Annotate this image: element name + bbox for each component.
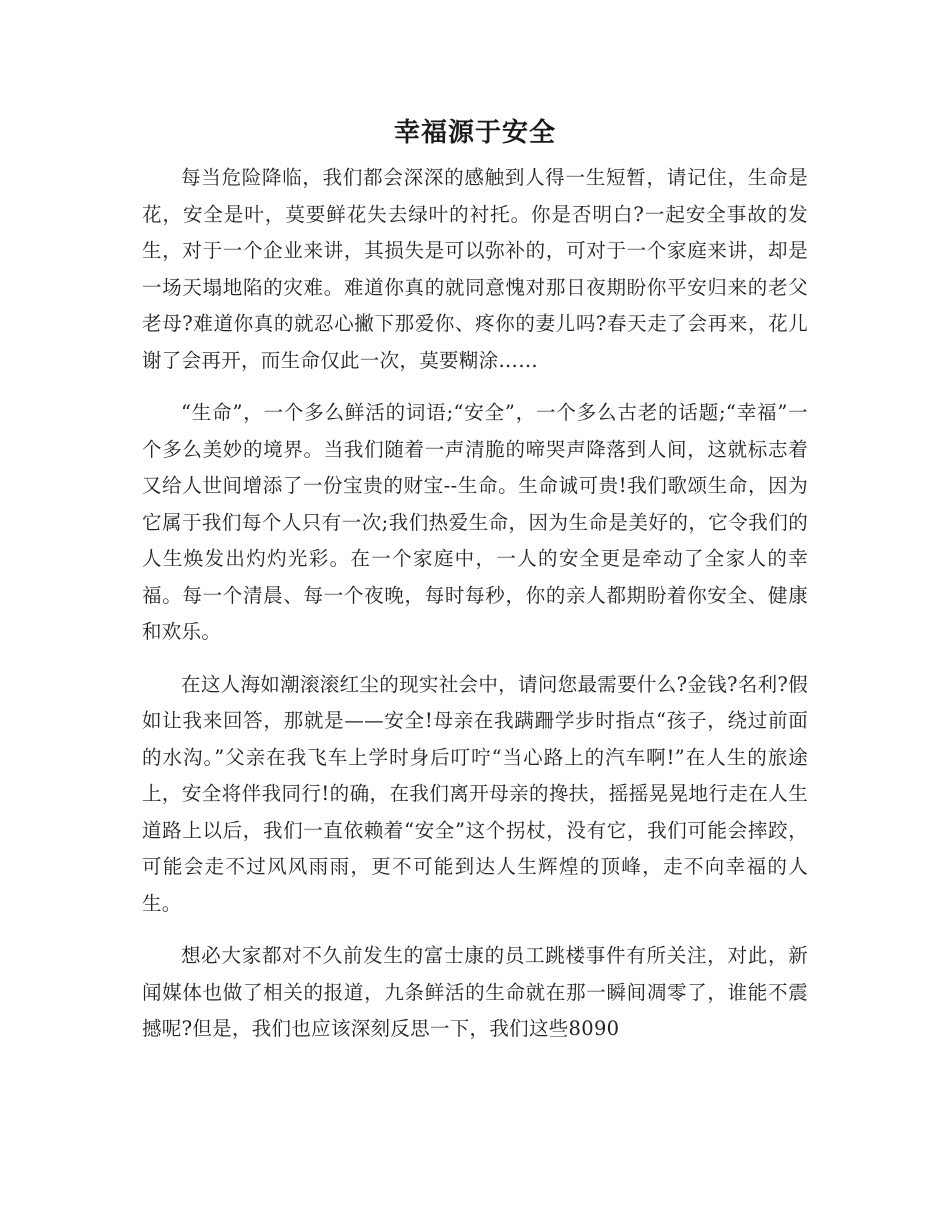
paragraph-2: “生命”，一个多么鲜活的词语;“安全”，一个多么古老的话题;“幸福”一个多么美妙的境界。当我们随着一声清脆的啼哭声降落到人间，这就标志着又给人世间增添了一份宝贵的财宝--生命。生命诚可贵!我们歌颂生命，因为它属于我们每个人只有一次;我们热爱生命，因为生命是美好的，它令我们的人生焕发出灼灼光彩。在一个家庭中，一人的安全更是牵动了全家人的幸福。每一个清晨、每一个夜晚，每时每秒，你的亲人都期盼着你安全、健康和欢乐。 — [142, 401, 808, 643]
paragraph-1: 每当危险降临，我们都会深深的感触到人得一生短暂，请记住，生命是花，安全是叶，莫要鲜花失去绿叶的衬托。你是否明白?一起安全事故的发生，对于一个企业来讲，其损失是可以弥补的，可对于一个家庭来讲，却是一场天塌地陷的灾难。难道你真的就同意愧对那日夜期盼你平安归来的老父老母?难道你真的就忍心撇下那爱你、疼你的妻儿吗?春天走了会再来，花儿谢了会再开，而生命仅此一次，莫要糊涂…… — [142, 166, 808, 372]
paragraph-3: 在这人海如潮滚滚红尘的现实社会中，请问您最需要什么?金钱?名利?假如让我来回答，那就是——安全!母亲在我蹒跚学步时指点“孩子，绕过前面的水沟。”父亲在我飞车上学时身后叮咛“当心路上的汽车啊!”在人生的旅途上，安全将伴我同行!的确，在我们离开母亲的搀扶，摇摇晃晃地行走在人生道路上以后，我们一直依赖着“安全”这个拐杖，没有它，我们可能会摔跤，可能会走不过风风雨雨，更不可能到达人生辉煌的顶峰，走不向幸福的人生。 — [142, 672, 808, 915]
paragraph-4: 想必大家都对不久前发生的富士康的员工跳楼事件有所关注，对此，新闻媒体也做了相关的报道，九条鲜活的生命就在那一瞬间凋零了，谁能不震撼呢?但是，我们也应该深刻反思一下，我们这些8090 — [142, 944, 808, 1040]
document-page — [142, 108, 808, 1064]
document-title: 幸福源于安全 — [393, 118, 556, 148]
